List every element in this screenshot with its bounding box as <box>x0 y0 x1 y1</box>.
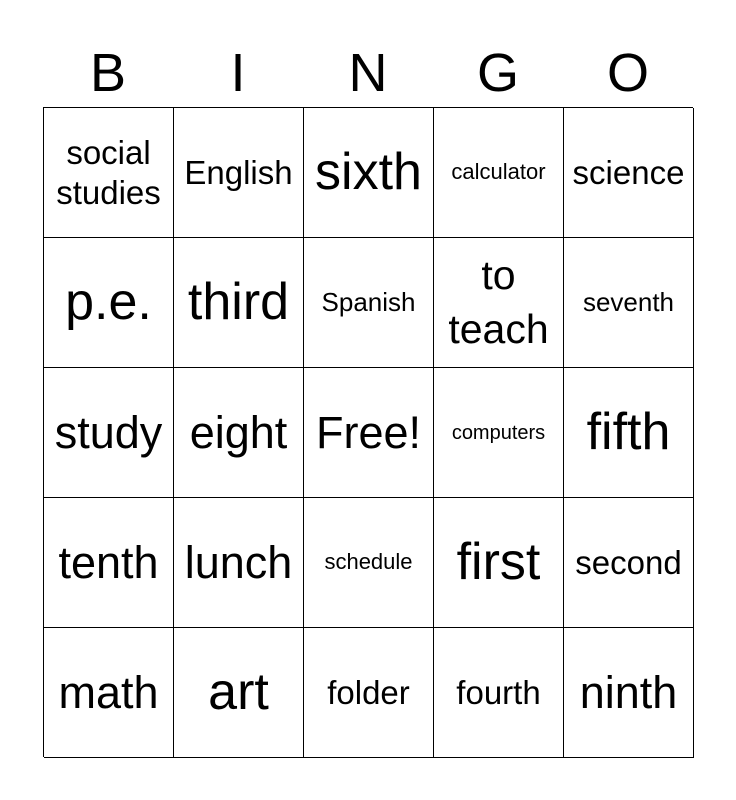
bingo-board <box>43 107 693 757</box>
bingo-cell[interactable] <box>174 628 304 758</box>
cell-word: calculator <box>451 159 546 185</box>
bingo-cell[interactable] <box>44 108 174 238</box>
header-letter-i: I <box>230 43 246 103</box>
header-letter-b: B <box>89 43 127 103</box>
cell-word: computers <box>451 421 546 444</box>
cell-word: Spanish <box>321 286 416 317</box>
cell-word: folder <box>327 673 410 711</box>
bingo-cell[interactable] <box>174 498 304 628</box>
cell-word: English <box>184 153 293 191</box>
bingo-cell[interactable] <box>304 108 434 238</box>
bingo-cell[interactable] <box>174 238 304 368</box>
bingo-cell[interactable] <box>434 238 564 368</box>
cell-word: to teach <box>448 252 549 352</box>
cell-word: fifth <box>586 403 671 462</box>
bingo-cell[interactable] <box>434 368 564 498</box>
bingo-cell[interactable] <box>564 368 694 498</box>
cell-word: third <box>187 273 290 332</box>
bingo-cell[interactable] <box>304 498 434 628</box>
cell-word: lunch <box>184 536 293 588</box>
cell-word: second <box>575 543 682 581</box>
bingo-cell[interactable] <box>44 368 174 498</box>
bingo-cell[interactable] <box>434 498 564 628</box>
bingo-cell[interactable] <box>44 238 174 368</box>
cell-word: art <box>208 663 269 722</box>
cell-word: tenth <box>58 536 159 588</box>
cell-word: study <box>54 406 163 458</box>
header-letter-o: O <box>606 43 649 103</box>
header-letter-g: G <box>476 43 519 103</box>
bingo-cell[interactable] <box>434 628 564 758</box>
bingo-cell[interactable] <box>304 628 434 758</box>
cell-word: ninth <box>579 666 678 718</box>
cell-word: schedule <box>324 549 413 575</box>
bingo-cell[interactable] <box>304 238 434 368</box>
free-space-cell[interactable] <box>304 368 434 498</box>
cell-word: first <box>456 533 541 592</box>
bingo-cell[interactable] <box>564 238 694 368</box>
bingo-cell[interactable] <box>44 628 174 758</box>
bingo-cell[interactable] <box>564 628 694 758</box>
free-space-label: Free! <box>315 406 422 458</box>
bingo-cell[interactable] <box>434 108 564 238</box>
bingo-cell[interactable] <box>174 368 304 498</box>
bingo-cell[interactable] <box>564 108 694 238</box>
cell-word: math <box>58 666 159 718</box>
bingo-cell[interactable] <box>564 498 694 628</box>
cell-word: seventh <box>582 286 675 317</box>
bingo-cell[interactable] <box>44 498 174 628</box>
bingo-cell[interactable] <box>174 108 304 238</box>
cell-word: science <box>572 153 685 191</box>
bingo-header <box>43 40 693 106</box>
cell-word: fourth <box>456 673 541 711</box>
cell-word: social studies <box>56 133 161 211</box>
header-letter-n: N <box>348 43 388 103</box>
cell-word: sixth <box>315 143 422 202</box>
cell-word: eight <box>189 406 288 458</box>
cell-word: p.e. <box>65 273 152 332</box>
